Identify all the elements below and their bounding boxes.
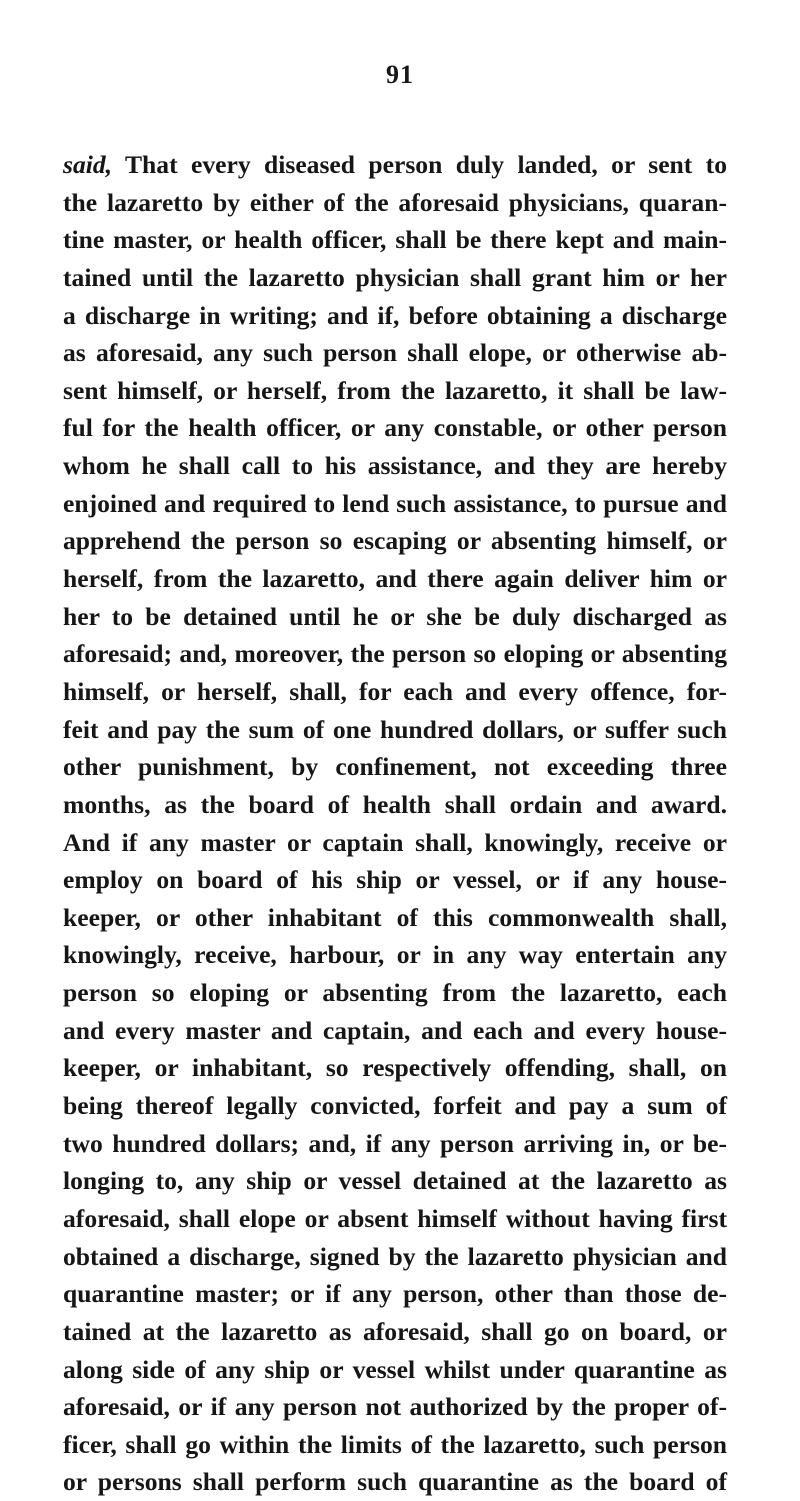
text-line: longing to, any ship or vessel detained at the lazaretto as (63, 1166, 727, 1196)
body-text (63, 146, 727, 1501)
text-line: sent himself, or herself, from the lazaretto, it shall be law- (63, 375, 727, 405)
text-line: months, as the board of health shall ordain and award. (63, 789, 727, 819)
text-line: whom he shall call to his assistance, and they are hereby (63, 451, 727, 481)
text-line-content: That every diseased person duly landed, or sent to (112, 150, 727, 179)
text-line: ficer, shall go within the limits of the lazaretto, such person (63, 1429, 727, 1459)
text-line: as aforesaid, any such person shall elope, or otherwise ab- (63, 338, 727, 368)
text-line: along side of any ship or vessel whilst under quarantine as (63, 1354, 727, 1384)
text-line: her to be detained until he or she be duly discharged as (63, 601, 727, 631)
text-line: tine master, or health officer, shall be there kept and main- (63, 225, 727, 255)
text-line: employ on board of his ship or vessel, or if any house- (63, 865, 727, 895)
text-line: and every master and captain, and each and every house- (63, 1015, 727, 1045)
page-number: 91 (386, 60, 414, 89)
text-line: And if any master or captain shall, knowingly, receive or (63, 827, 727, 857)
text-line: keeper, or other inhabitant of this commonwealth shall, (63, 902, 727, 932)
text-line: person so eloping or absenting from the lazaretto, each (63, 978, 727, 1008)
text-line: keeper, or inhabitant, so respectively offending, shall, on (63, 1053, 727, 1083)
text-line: quarantine master; or if any person, other than those de- (63, 1279, 727, 1309)
text-line: aforesaid, or if any person not authorized by the proper of- (63, 1392, 727, 1422)
text-line: aforesaid, shall elope or absent himself without having first (63, 1203, 727, 1233)
text-line: obtained a discharge, signed by the lazaretto physician and (63, 1241, 727, 1271)
text-line: two hundred dollars; and, if any person arriving in, or be- (63, 1128, 727, 1158)
text-line: herself, from the lazaretto, and there again deliver him or (63, 564, 727, 594)
text-line: a discharge in writing; and if, before obtaining a discharge (63, 300, 727, 330)
text-line: feit and pay the sum of one hundred dollars, or suffer such (63, 714, 727, 744)
text-line: tained at the lazaretto as aforesaid, shall go on board, or (63, 1316, 727, 1346)
text-line: apprehend the person so escaping or absenting himself, or (63, 526, 727, 556)
text-line: or persons shall perform such quarantine as the board of (63, 1467, 727, 1497)
text-line: enjoined and required to lend such assistance, to pursue and (63, 488, 727, 518)
text-line: himself, or herself, shall, for each and every offence, for- (63, 676, 727, 706)
text-line: being thereof legally convicted, forfeit and pay a sum of (63, 1091, 727, 1121)
text-line: aforesaid; and, moreover, the person so eloping or absenting (63, 639, 727, 669)
text-line: ful for the health officer, or any constable, or other person (63, 413, 727, 443)
text-line: tained until the lazaretto physician shall grant him or her (63, 262, 727, 292)
text-line (63, 146, 727, 184)
text-line: other punishment, by confinement, not exceeding three (63, 752, 727, 782)
text-line: the lazaretto by either of the aforesaid physicians, quaran- (63, 187, 727, 217)
text-line: knowingly, receive, harbour, or in any way entertain any (63, 940, 727, 970)
lead-word: said, (63, 150, 113, 179)
